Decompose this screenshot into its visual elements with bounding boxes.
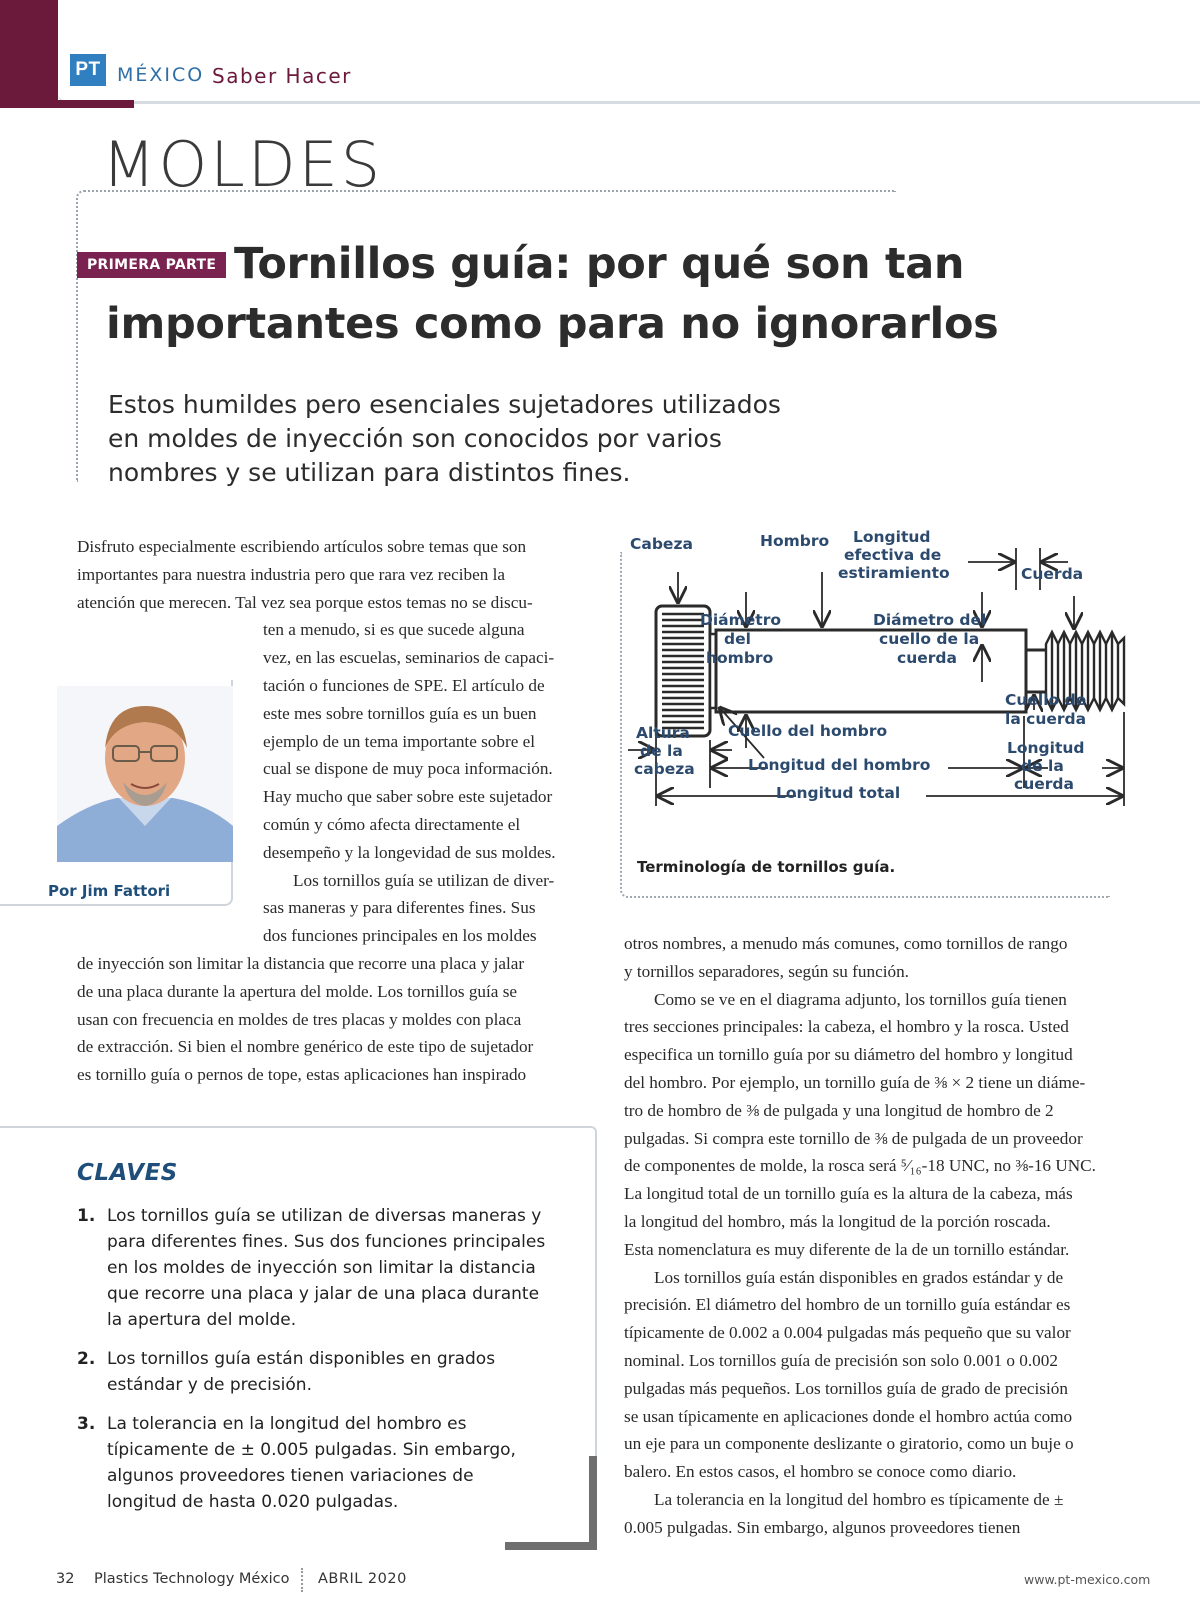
header-accent-bar [0, 0, 58, 108]
body-line: Hay mucho que saber sobre este sujetador [263, 787, 553, 807]
claves-corner [505, 1542, 597, 1550]
claves-number: 1. [77, 1206, 96, 1226]
body-line: se usan típicamente en aplicaciones donde el hombro actúa como [624, 1406, 1073, 1426]
body-line: balero. En estos casos, el hombro se conoce como diario. [624, 1462, 1017, 1482]
body-line: Como se ve en el diagrama adjunto, los tornillos guía tienen [654, 989, 1067, 1009]
kicker-badge: PRIMERA PARTE [77, 252, 226, 278]
body-line: La longitud total de un tornillo guía es la altura de la cabeza, más [624, 1184, 1073, 1204]
claves-item [77, 1346, 547, 1398]
body-line: un eje para un componente deslizante o giratorio, como un buje o [624, 1434, 1074, 1454]
issue-date: ABRIL 2020 [318, 1571, 407, 1587]
claves-list [77, 1203, 547, 1528]
label-longitud-cuerda: cuerda [1014, 775, 1074, 793]
body-line: tro de hombro de ⅜ de pulgada y una longitud de hombro de 2 [624, 1100, 1054, 1120]
body-line: típicamente de 0.002 a 0.004 pulgadas más pequeño que su valor [624, 1323, 1071, 1343]
label-longitud-hombro: Longitud del hombro [748, 756, 931, 774]
body-line: importantes para nuestra industria pero que rara vez reciben la [77, 564, 506, 584]
body-line: de componentes de molde, la rosca será ⁵⁄₁₆-18 UNC, no ⅜-16 UNC. [624, 1156, 1096, 1176]
body-line: ejemplo de un tema importante sobre el [263, 731, 536, 751]
body-line: tres secciones principales: la cabeza, el hombro y la rosca. Usted [624, 1017, 1069, 1037]
label-diametro-cuello: cuello de la [879, 630, 980, 648]
label-longitud-efectiva: efectiva de [844, 546, 942, 564]
body-line: vez, en las escuelas, seminarios de capaci- [263, 648, 555, 668]
label-diametro-cuello: cuerda [897, 649, 957, 667]
footer-separator [301, 1568, 303, 1592]
label-cuello-cuerda: Cuello de [1005, 691, 1087, 709]
label-altura-cabeza: de la [640, 742, 683, 760]
label-cuello-cuerda: la cuerda [1005, 710, 1087, 728]
body-line: común y cómo afecta directamente el [263, 814, 521, 834]
body-line: Los tornillos guía se utilizan de diver- [293, 870, 555, 890]
label-cuerda: Cuerda [1021, 565, 1084, 583]
body-line: especifica un tornillo guía por su diámetro del hombro y longitud [624, 1045, 1073, 1065]
claves-number: 3. [77, 1414, 96, 1434]
body-line: dos funciones principales en los moldes [263, 926, 537, 946]
magazine-name: Plastics Technology México [94, 1571, 290, 1587]
header-section: Saber Hacer [212, 64, 352, 88]
label-cuello-hombro: Cuello del hombro [728, 722, 888, 740]
body-right-column [624, 930, 1144, 1542]
body-line: nominal. Los tornillos guía de precisión son solo 0.001 o 0.002 [624, 1350, 1058, 1370]
body-line: cual se dispone de muy poca información. [263, 759, 553, 779]
label-diametro-hombro: hombro [706, 649, 774, 667]
body-line: pulgadas más pequeños. Los tornillos guía de grado de precisión [624, 1378, 1068, 1398]
header-country: MÉXICO [117, 64, 205, 86]
label-altura-cabeza: cabeza [634, 760, 695, 778]
label-longitud-cuerda: de la [1021, 757, 1064, 775]
body-line: 0.005 pulgadas. Sin embargo, algunos proveedores tienen [624, 1517, 1021, 1537]
header-accent-underline [58, 100, 134, 108]
label-altura-cabeza: Altura [636, 724, 690, 742]
claves-text: Los tornillos guía están disponibles en grados estándar y de precisión. [107, 1349, 496, 1395]
body-line: de extracción. Si bien el nombre genérico de este tipo de sujetador [77, 1037, 534, 1057]
label-diametro-hombro: Diámetro [700, 611, 782, 629]
header-bar [58, 0, 1200, 104]
label-cabeza: Cabeza [630, 535, 693, 553]
claves-title: CLAVES [77, 1160, 178, 1186]
claves-corner [589, 1456, 597, 1550]
body-line: Esta nomenclatura es muy diferente de la de un tornillo estándar. [624, 1239, 1070, 1259]
deck: Estos humildes pero esenciales sujetadores utilizados en moldes de inyección son conocidos por varios nombres y se utilizan para distintos fines. [108, 390, 781, 487]
body-line: de inyección son limitar la distancia que recorre una placa y jalar [77, 953, 525, 973]
body-line: usan con frecuencia en moldes de tres placas y moldes con placa [77, 1009, 522, 1029]
claves-number: 2. [77, 1349, 96, 1369]
label-longitud-efectiva: Longitud [853, 528, 931, 546]
body-line: precisión. El diámetro del hombro de un tornillo guía estándar es [624, 1295, 1071, 1315]
label-longitud-total: Longitud total [776, 784, 901, 802]
claves-item [77, 1411, 547, 1515]
label-hombro: Hombro [760, 532, 830, 550]
body-line: Disfruto especialmente escribiendo artículos sobre temas que son [77, 537, 527, 556]
label-diametro-hombro: del [724, 630, 751, 648]
label-longitud-cuerda: Longitud [1007, 739, 1085, 757]
body-line: ten a menudo, si es que sucede alguna [263, 620, 525, 640]
headline: Tornillos guía: por qué son tan importantes como para no ignorarlos [106, 239, 999, 349]
bolt-shoulder [710, 630, 1046, 712]
body-left-column [77, 533, 595, 1089]
claves-item [77, 1203, 547, 1333]
body-line: tación o funciones de SPE. El artículo de [263, 675, 545, 695]
body-line: Los tornillos guía están disponibles en grados estándar y de [654, 1267, 1064, 1287]
body-line: desempeño y la longevidad de sus moldes. [263, 842, 556, 862]
body-line: otros nombres, a menudo más comunes, como tornillos de rango [624, 934, 1068, 953]
author-byline: Por Jim Fattori [48, 882, 171, 900]
body-line: pulgadas. Si compra este tornillo de ⅜ de pulgada de un proveedor [624, 1128, 1083, 1148]
body-line: es tornillo guía o pernos de tope, estas aplicaciones han inspirado [77, 1065, 527, 1085]
section-title: MOLDES [102, 128, 384, 201]
claves-text: La tolerancia en la longitud del hombro es típicamente de ± 0.005 pulgadas. Sin embargo, algunos proveedores tienen variaciones de longitud de hasta 0.020 pulgadas. [107, 1414, 516, 1512]
body-line: del hombro. Por ejemplo, un tornillo guía de ⅜ × 2 tiene un diáme- [624, 1072, 1086, 1092]
body-line: sas maneras y para diferentes fines. Sus [263, 898, 536, 918]
pt-logo: PT [70, 54, 106, 86]
shoulder-bolt-diagram [628, 528, 1138, 840]
label-diametro-cuello: Diámetro del [873, 611, 987, 629]
body-line: atención que merecen. Tal vez sea porque estos temas no se discu- [77, 592, 533, 612]
claves-text: Los tornillos guía se utilizan de diversas maneras y para diferentes fines. Sus dos funciones principales en los moldes de inyección son limitar la distancia que recorre una placa y jalar de una placa durante la apertura del molde. [107, 1206, 546, 1330]
body-line: La tolerancia en la longitud del hombro es típicamente de ± [654, 1489, 1064, 1509]
body-line: este mes sobre tornillos guía es un buen [263, 703, 537, 723]
footer-url[interactable]: www.pt-mexico.com [1024, 1572, 1151, 1587]
body-line: de una placa durante la apertura del molde. Los tornillos guía se [77, 981, 518, 1001]
figure-caption: Terminología de tornillos guía. [637, 858, 896, 876]
body-line: la longitud del hombro, más la longitud de la porción roscada. [624, 1211, 1051, 1231]
body-line: y tornillos separadores, según su función. [624, 961, 909, 981]
page-number: 32 [56, 1571, 75, 1587]
label-longitud-efectiva: estiramiento [838, 564, 950, 582]
